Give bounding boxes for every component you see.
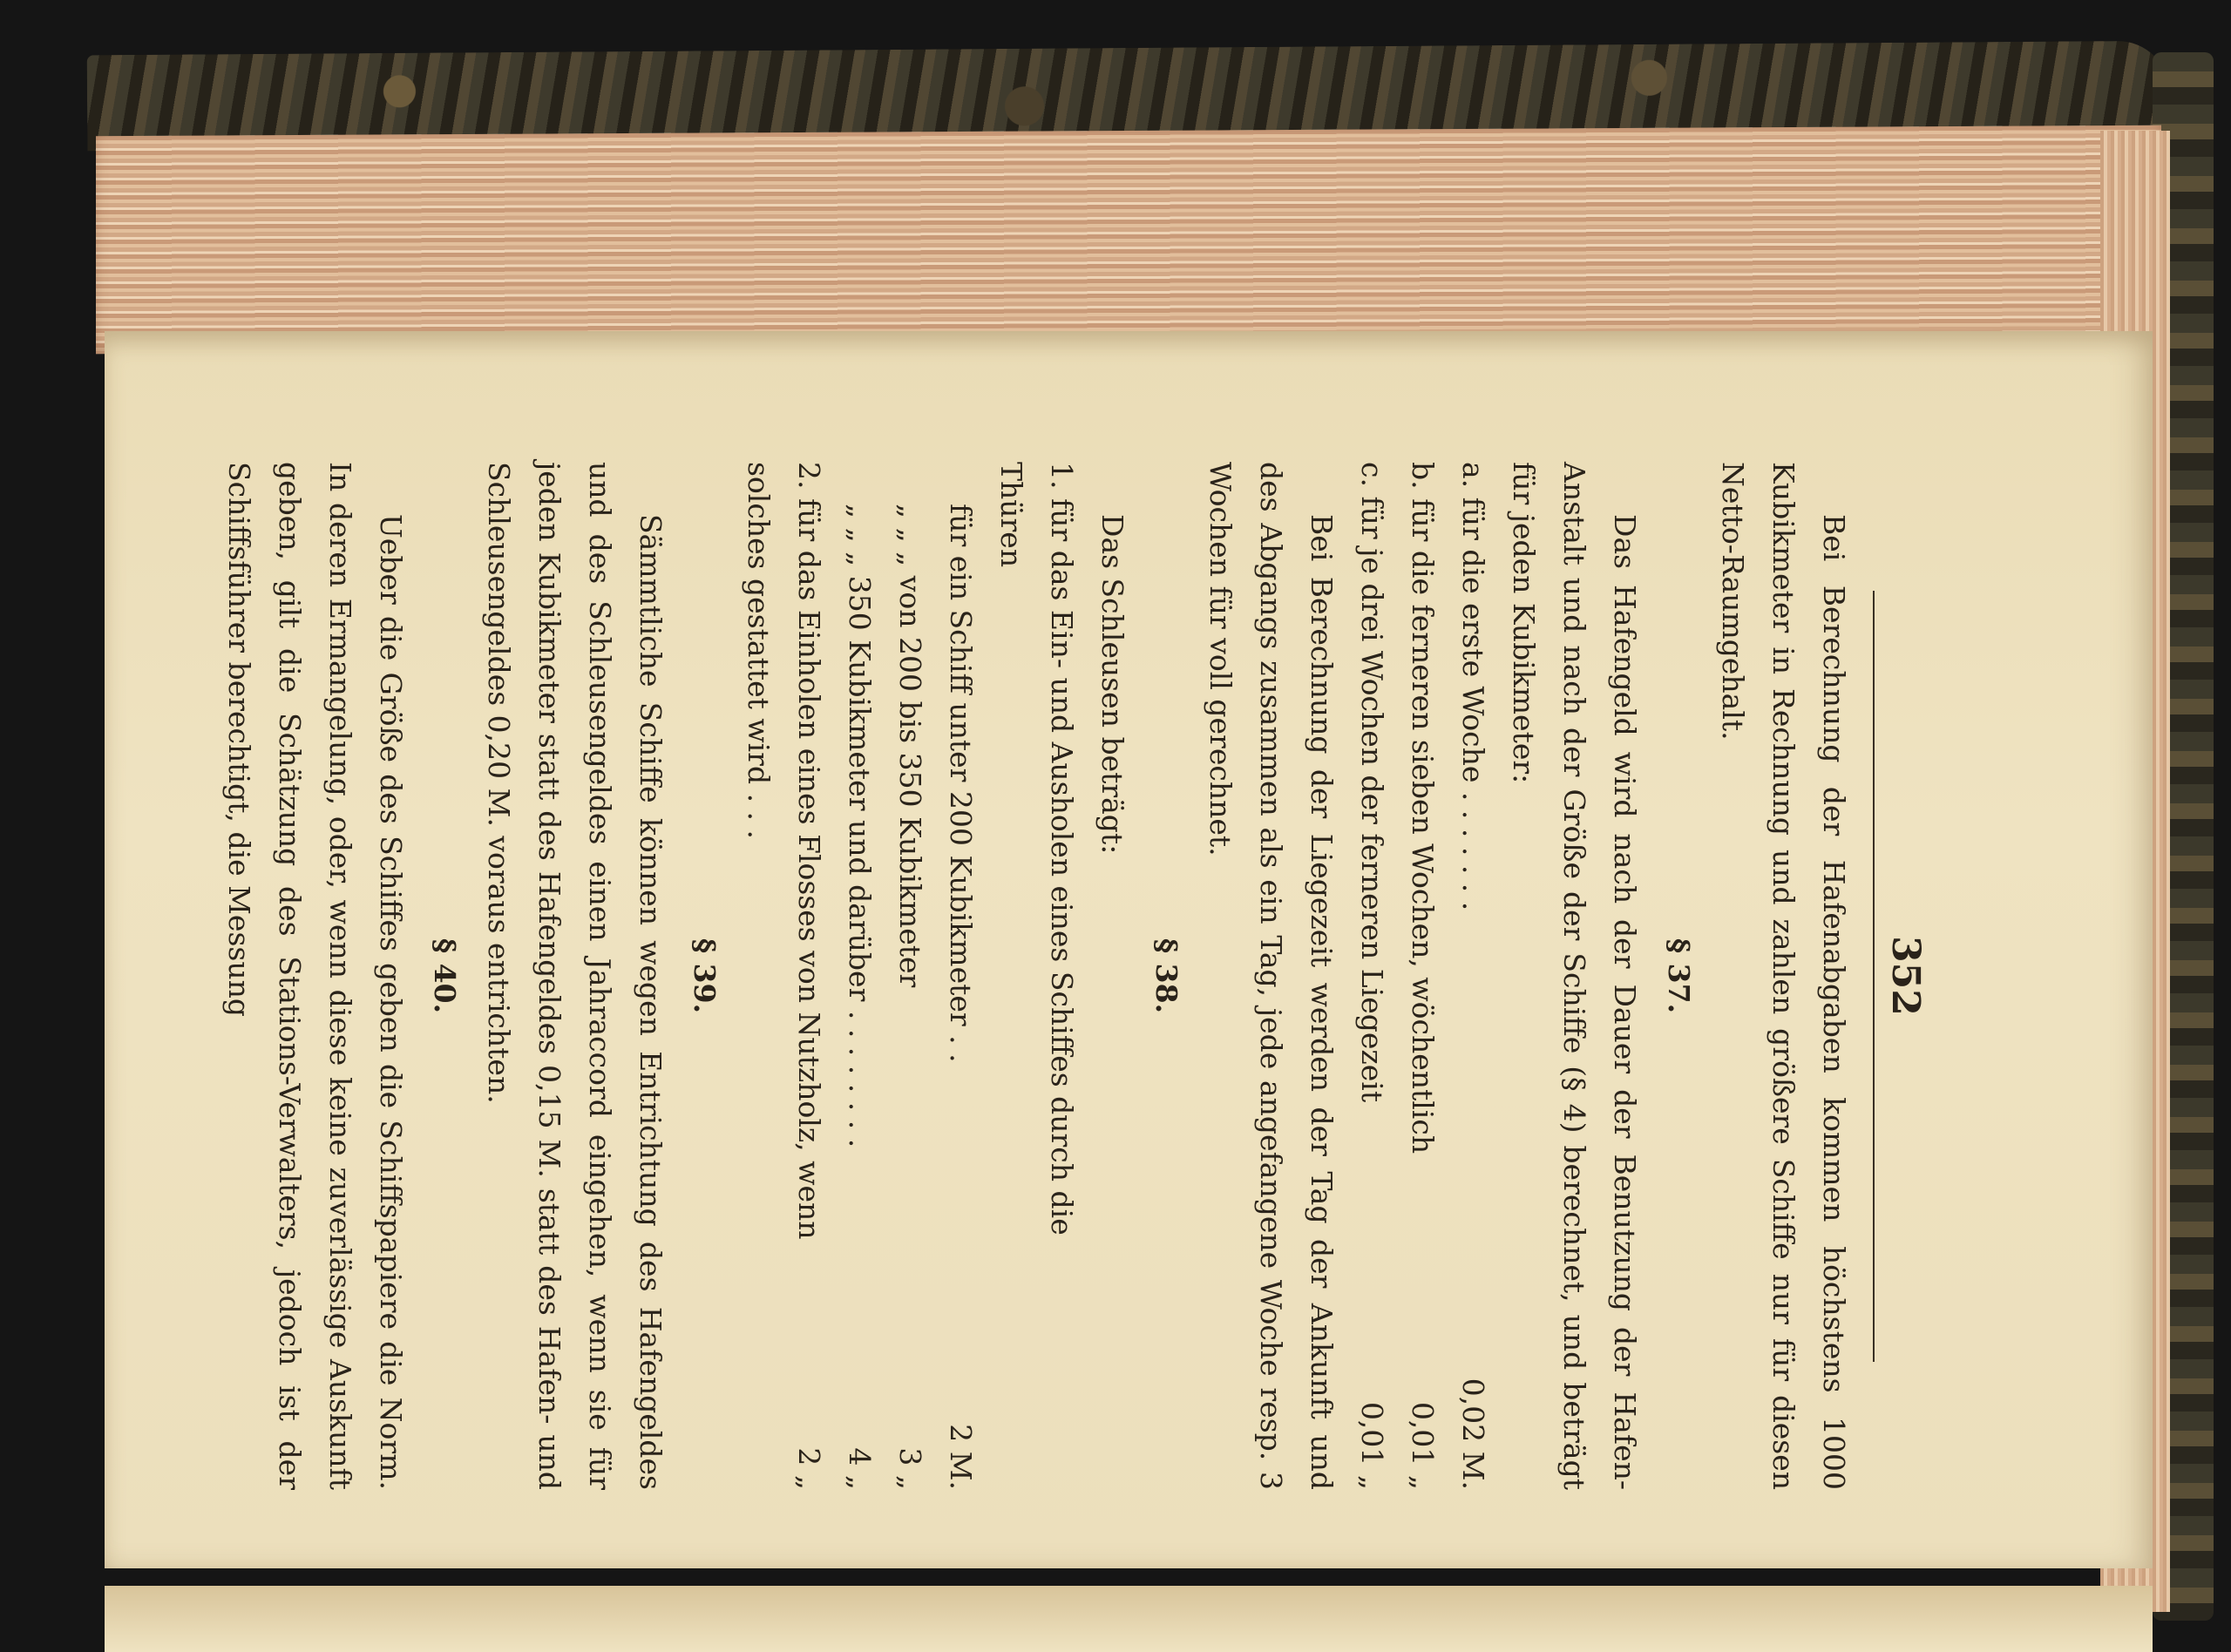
- header-rule: [1873, 591, 1875, 1362]
- intro-paragraph: Bei Berechnung der Hafenabgaben kommen höchstens 1000 Kubikmeter in Rechnung und zahlen größere Schiffe nur für diesen Netto-Raumgehalt.: [1716, 462, 1851, 1490]
- rate-item: [1346, 462, 1397, 1490]
- fee-item: [834, 462, 885, 1490]
- section-39-text: Sämmtliche Schiffe können wegen Entrichtung des Hafengeldes und des Schleusengeldes einen Jahraccord eingehen, wenn sie für jeden Kubikmeter statt des Hafengeldes 0,15 M. statt des Hafen- und Schleusengeldes 0,20 M. voraus entrichten.: [482, 462, 668, 1490]
- rate-label: b. für die ferneren sieben Wochen, wöchentlich: [1406, 462, 1440, 1154]
- fee-item: [935, 462, 986, 1490]
- rate-item: [1448, 462, 1498, 1490]
- rate-value: 0,02 M.: [1456, 1378, 1490, 1490]
- rate-value: 0,01 „: [1406, 1401, 1440, 1490]
- section-heading-38: § 38.: [1149, 938, 1183, 1014]
- fee-item: [986, 462, 1087, 1490]
- section-heading-40: § 40.: [428, 938, 462, 1014]
- section-40-text: Ueber die Größe des Schiffes geben die Schiffspapiere die Norm. In deren Ermangelung, oder, wenn diese keine zuverlässige Auskunft geben, gilt die Schätzung des Stations-Verwalters, jedoch ist der Schiffsführer berechtigt, die Messung: [222, 462, 408, 1490]
- next-page-edge: [105, 1586, 2153, 1652]
- rate-value: 0,01 „: [1355, 1401, 1389, 1490]
- rate-item: [1397, 462, 1448, 1490]
- page-edges: [96, 125, 2161, 354]
- section-heading-37: § 37.: [1662, 938, 1696, 1014]
- page-number: 352: [1883, 936, 1928, 1016]
- section-37-note: Bei Berechnung der Liegezeit werden der Tag der Ankunft und des Abgangs zusammen als ein Tag, jede angefangene Woche resp. 3 Wochen für voll gerechnet.: [1204, 462, 1339, 1490]
- fee-value: 4 „: [843, 1447, 877, 1490]
- fee-item: [885, 462, 935, 1490]
- fee-value: 2 M.: [944, 1424, 978, 1490]
- fee-value: 2 „: [792, 1447, 826, 1490]
- fee-value: [986, 1298, 1087, 1490]
- fee-label: „ „ „ von 200 bis 350 Kubikmeter: [893, 504, 927, 988]
- page-text: [214, 462, 1930, 1490]
- fee-item: [733, 462, 834, 1490]
- fee-label: 1. für das Ein- und Ausholen eines Schiffes durch die Thüren: [994, 462, 1079, 1236]
- section-37-text: Das Hafengeld wird nach der Dauer der Benutzung der Hafen-Anstalt und nach der Größe der Schiffe (§ 4) berechnet, und beträgt für jeden Kubikmeter:: [1507, 462, 1642, 1490]
- fee-label: 2. für das Einholen eines Flosses von Nutzholz, wenn solches gestattet wird . . .: [742, 462, 826, 1240]
- fee-value: 3 „: [893, 1447, 927, 1490]
- rate-label: a. für die erste Woche . . . . . . .: [1456, 462, 1490, 911]
- section-heading-39: § 39.: [688, 938, 722, 1014]
- section-38-text: Das Schleusen beträgt:: [1095, 514, 1129, 855]
- fee-label: für ein Schiff unter 200 Kubikmeter . .: [944, 504, 978, 1063]
- fee-label: „ „ „ 350 Kubikmeter und darüber . . . . . . . .: [843, 504, 877, 1148]
- rate-label: c. für je drei Wochen der ferneren Liegezeit: [1355, 462, 1389, 1103]
